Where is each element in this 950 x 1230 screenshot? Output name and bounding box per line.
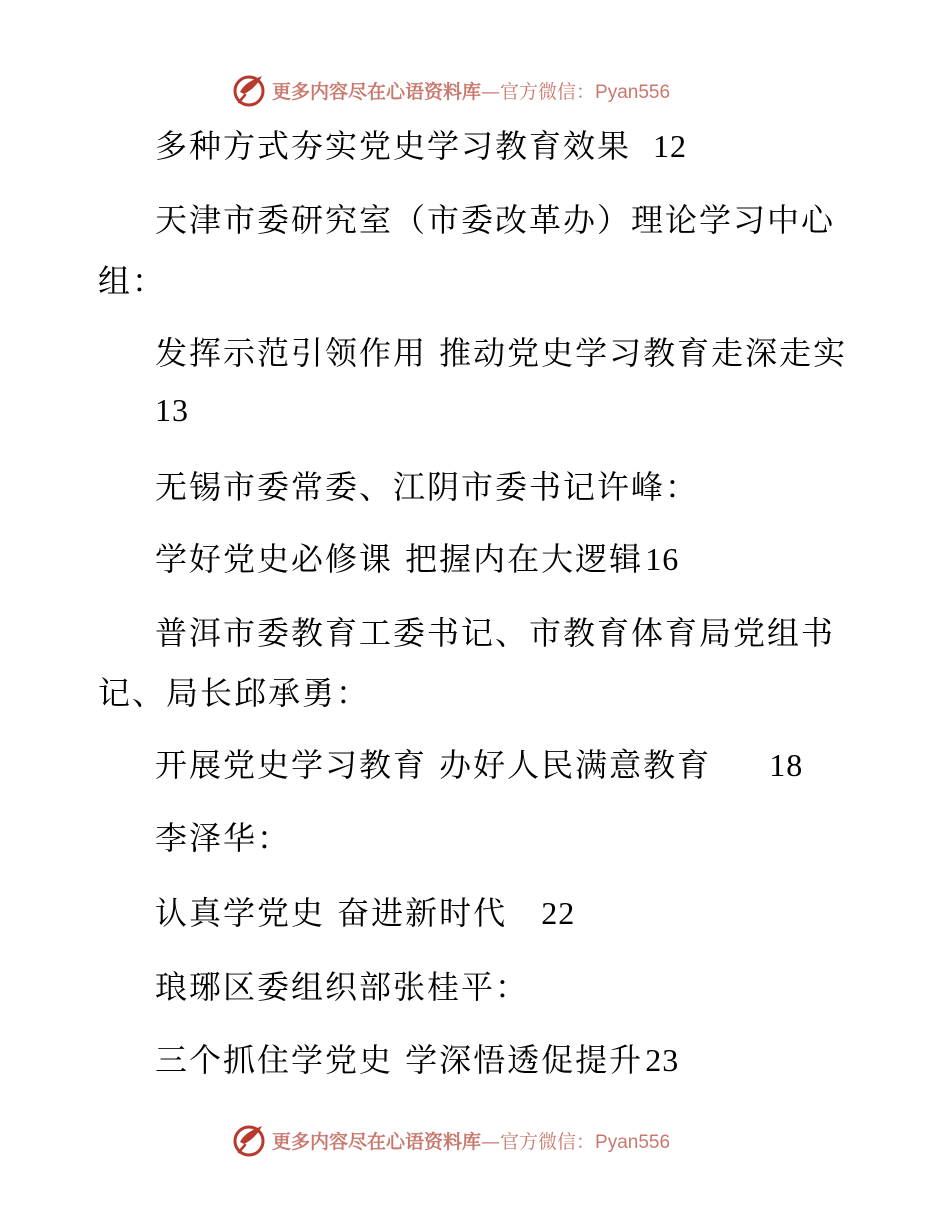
watermark-text	[272, 1127, 670, 1154]
toc-entry-title: 多种方式夯实党史学习教育效果	[155, 127, 632, 165]
toc-author-line: 记、局长邱承勇：	[98, 674, 371, 712]
watermark-account: 官方微信：	[500, 1130, 596, 1153]
toc-page-number-line	[155, 390, 189, 430]
toc-author-line: 普洱市委教育工委书记、市教育体育局党组书	[155, 614, 836, 652]
toc-entry-title: 认真学党史 奋进新时代	[155, 894, 508, 932]
toc-entry-title: 学好党史必修课 把握内在大逻辑	[155, 540, 644, 578]
toc-author-line: 天津市委研究室（市委改革办）理论学习中心	[155, 201, 836, 239]
toc-entry-author-cont	[98, 673, 370, 713]
watermark-wechat-id: Pyan556	[595, 1131, 671, 1153]
watermark-banner-bottom	[232, 1120, 712, 1160]
watermark-wechat-id: Pyan556	[595, 81, 671, 103]
toc-entry	[155, 745, 803, 785]
watermark-account: 官方微信：	[500, 80, 596, 103]
toc-author-line: 无锡市委常委、江阴市委书记许峰：	[155, 468, 700, 506]
watermark-title: 更多内容尽在心语资料库	[272, 80, 482, 103]
watermark-title: 更多内容尽在心语资料库	[272, 1130, 482, 1153]
toc-page-number: 16	[645, 541, 680, 577]
toc-page-number: 13	[155, 392, 189, 428]
watermark-separator: —	[481, 1130, 501, 1153]
toc-entry	[155, 893, 575, 933]
toc-entry-title: 发挥示范引领作用 推动党史学习教育走深走实	[155, 334, 848, 372]
toc-author-line: 李泽华：	[155, 819, 292, 857]
toc-entry-author	[155, 613, 835, 653]
toc-entry	[155, 539, 679, 579]
quill-logo-icon	[232, 1122, 268, 1158]
toc-page-number: 18	[769, 747, 804, 783]
toc-page-number: 12	[653, 128, 688, 164]
toc-entry-author	[155, 467, 699, 507]
toc-entry-title: 开展党史学习教育 办好人民满意教育	[155, 746, 712, 784]
toc-author-line: 组：	[98, 262, 167, 300]
toc-author-line: 琅琊区委组织部张桂平：	[155, 968, 530, 1006]
toc-entry	[155, 333, 847, 373]
toc-page-number: 22	[541, 895, 576, 931]
toc-entry-author-cont	[98, 261, 166, 301]
toc-entry-author	[155, 818, 291, 858]
watermark-separator: —	[481, 80, 501, 103]
toc-entry-author	[155, 967, 529, 1007]
toc-entry	[155, 1040, 679, 1080]
toc-entry	[155, 126, 687, 166]
toc-entry-author	[155, 200, 835, 240]
toc-entry-title: 三个抓住学党史 学深悟透促提升	[155, 1041, 644, 1079]
toc-page-number: 23	[645, 1042, 680, 1078]
